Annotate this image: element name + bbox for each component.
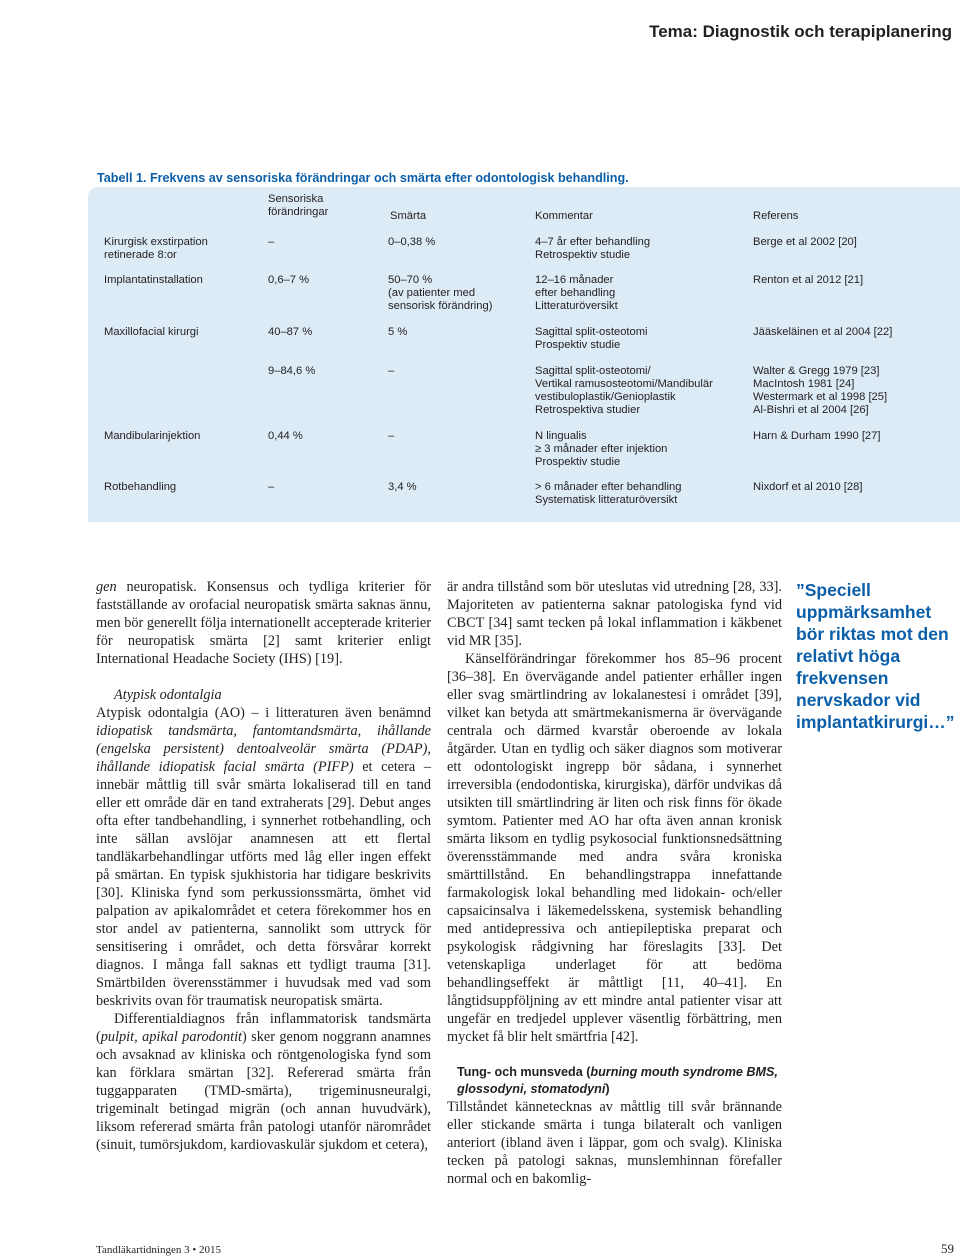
- table-cell: Rotbehandling: [104, 481, 177, 493]
- table-cell: 3,4 %: [388, 481, 417, 493]
- table-cell: 5 %: [388, 326, 408, 338]
- table-cell: 0–0,38 %: [388, 236, 436, 248]
- table-cell: 50–70 % (av patienter med sensorisk förändring): [388, 274, 493, 312]
- article-column-left: [96, 578, 431, 1154]
- paragraph: Tillståndet kännetecknas av måttlig till svår brännande eller stickande smärta i tunga bilateralt och vanligen anteriort (ibland även i läppar, gom och svalg). Kliniska tecken på patologi saknas, munslemhinnan förefaller normal och en bakomlig-: [447, 1099, 782, 1187]
- table-cell: –: [268, 481, 275, 493]
- journal-footer: Tandläkartidningen 3 • 2015: [96, 1244, 221, 1256]
- table-header-sensory: Sensoriska förändringar: [268, 193, 329, 218]
- table-cell: Berge et al 2002 [20]: [753, 236, 857, 248]
- table-cell: Implantatinstallation: [104, 274, 203, 286]
- table-cell: 9–84,6 %: [268, 365, 316, 377]
- inline-text: Differentialdiagnos från inflammatorisk tandsmärta (: [96, 1011, 431, 1045]
- table-cell: 4–7 år efter behandling Retrospektiv studie: [535, 236, 651, 261]
- table-cell: 0,6–7 %: [268, 274, 310, 286]
- table-header-reference: Referens: [753, 210, 799, 222]
- table-cell: 40–87 %: [268, 326, 313, 338]
- pull-quote: ”Speciell uppmärksamhet bör riktas mot den relativt höga frekvensen nervskador vid implantatkirurgi…”: [796, 580, 955, 732]
- inline-text: gen: [96, 579, 117, 595]
- table-cell: Mandibularinjektion: [104, 430, 201, 442]
- table-cell: N lingualis ≥ 3 månader efter injektion Prospektiv studie: [535, 430, 668, 468]
- section-subheading: Atypisk odontalgia: [114, 687, 222, 703]
- table-cell: Sagittal split-osteotomi Prospektiv studie: [535, 326, 648, 351]
- paragraph: är andra tillstånd som bör uteslutas vid utredning [28, 33]. Majoriteten av patienterna saknar patologiska fynd vid CBCT [34] samt tecken på lokal inflammation i käkbenet vid MR [35].: [447, 579, 782, 649]
- inline-text: Tung- och munsveda (: [457, 1065, 591, 1079]
- table-header-pain: Smärta: [390, 210, 427, 222]
- table-cell: –: [388, 430, 395, 442]
- inline-text: neuropatisk. Konsensus och tydliga kriterier för fastställande av orofacial neuropatisk smärta saknas ännu, men bör generellt följa internationellt accepterade kriterier för neuropatisk smärta [2] samt kriterier enligt International Headache Society (IHS) [19].: [96, 579, 432, 667]
- paragraph: [96, 704, 431, 1010]
- table-cell: Sagittal split-osteotomi/ Vertikal ramusosteotomi/Mandibulär vestibuloplastik/Genioplastik Retrospektiva studier: [535, 365, 713, 416]
- table-cell: Harn & Durham 1990 [27]: [753, 430, 881, 442]
- table-cell: 12–16 månader efter behandling Litteraturöversikt: [535, 274, 618, 312]
- page-number: 59: [941, 1241, 954, 1256]
- inline-text: et cetera – innebär måttlig till svår smärta lokaliserad till en tand eller ett område där en tand extraherats [29]. Debut anges ofta efter tandbehandling, i synnerhet rotbehandling, och inte sällan avslöjar anamnesen att ett flertal tandläkarbehandlingar utförts med låg eller ingen effekt på smärtan. En typisk sjukhistoria har tidigare beskrivits [30]. Kliniska fynd som perkussionssmärta, ömhet vid palpation av apikalområdet et cetera förekommer hos en stor andel av patienterna, sannolikt som uttryck för sensitisering i området, och detta försvårar korrekt diagnos. I många fall saknas ett tydligt trauma [31]. Smärtbilden överensstämmer i huvudsak med vad som beskrivits ovan för traumatisk neuropatisk smärta.: [96, 759, 431, 1009]
- paragraph: [96, 1010, 431, 1154]
- section-subheading: [447, 1064, 782, 1098]
- inline-text: Atypisk odontalgia (AO) – i litteraturen även benämnd: [96, 705, 431, 721]
- table-cell: –: [388, 365, 395, 377]
- inline-text: burning mouth syndrome BMS, glossodyni, stomatodyni: [457, 1065, 778, 1096]
- inline-text: ) sker genom noggrann anamnes och avsaknad av kliniska och röntgenologiska fynd som kan förklara smärtan [32]. Refererad smärta från tuggapparaten (TMD-smärta), trigeminusneuralgi, trigeminalt betingad migrän (och annan huvudvärk), liksom refererad smärta från patologi utanför närområdet (sinuit, tumörsjukdom, kardiovaskulär sjukdom et cetera),: [96, 1029, 431, 1153]
- inline-text: pulpit, apikal parodontit: [100, 1029, 243, 1045]
- paragraph: [96, 578, 431, 668]
- table-cell: Kirurgisk exstirpation retinerade 8:or: [104, 236, 208, 261]
- table-cell: Nixdorf et al 2010 [28]: [753, 481, 863, 493]
- page-section-title: Tema: Diagnostik och terapiplanering: [649, 22, 952, 41]
- table-cell: Maxillofacial kirurgi: [104, 326, 199, 338]
- article-column-middle: [447, 578, 782, 1188]
- table-cell: > 6 månader efter behandling Systematisk litteraturöversikt: [535, 481, 682, 506]
- table-caption: Tabell 1. Frekvens av sensoriska förändringar och smärta efter odontologisk behandling.: [97, 171, 629, 185]
- paragraph: Känselförändringar förekommer hos 85–96 procent [36–38]. En övervägande andel patienter erhåller ingen eller svag smärtlindring av lokalanestesi i området [39], vilket kan betyda att smärtmekanismerna är övervägande centrala och därmed kvarstår oberoende av lokala åtgärder. Utan en tydlig och säker diagnos som motiverar ett odontologiskt ingrepp bör sådana, i synnerhet irreversibla (endodontiska, kirurgiska), därför undvikas då utsikten till smärtlindring är liten och risk finns för ökade symtom. Patienter med AO har ofta även annan kronisk smärta liksom en tydlig psykosocial funktionsnedsättning överensstämmande med andra svåra kroniska smärttillstånd. En behandlingstrappa innefattande farmakologisk lokal behandling med lidokain- och/eller capsaicinsalva i läkemedelsskena, systemisk behandling med antidepressiva och antiepileptiska preparat och psykologisk rådgivning har föreslagits [33]. Det vetenskapliga underlaget för att bedöma behandlingseffekt är måttligt [11, 40–41]. En långtidsuppföljning av ett mindre antal patienter visar att ungefär en tredjedel upplever väsentlig förbättring, men mycket få blir helt smärtfria [42].: [447, 651, 782, 1045]
- table-cell: 0,44 %: [268, 430, 303, 442]
- inline-text: idiopatisk tandsmärta, fantomtandsmärta, ihållande (engelska persistent) dentoalveolär smärta (PDAP), ihållande idiopatisk facial smärta (PIFP): [96, 723, 431, 775]
- inline-text: ): [605, 1082, 610, 1096]
- table-cell: Walter & Gregg 1979 [23] MacIntosh 1981 [24] Westermark et al 1998 [25] Al-Bishri et al 2004 [26]: [753, 365, 888, 416]
- table-cell: Jääskeläinen et al 2004 [22]: [753, 326, 893, 338]
- table-cell: Renton et al 2012 [21]: [753, 274, 864, 286]
- table-cell: –: [268, 236, 275, 248]
- table-header-comment: Kommentar: [535, 210, 593, 222]
